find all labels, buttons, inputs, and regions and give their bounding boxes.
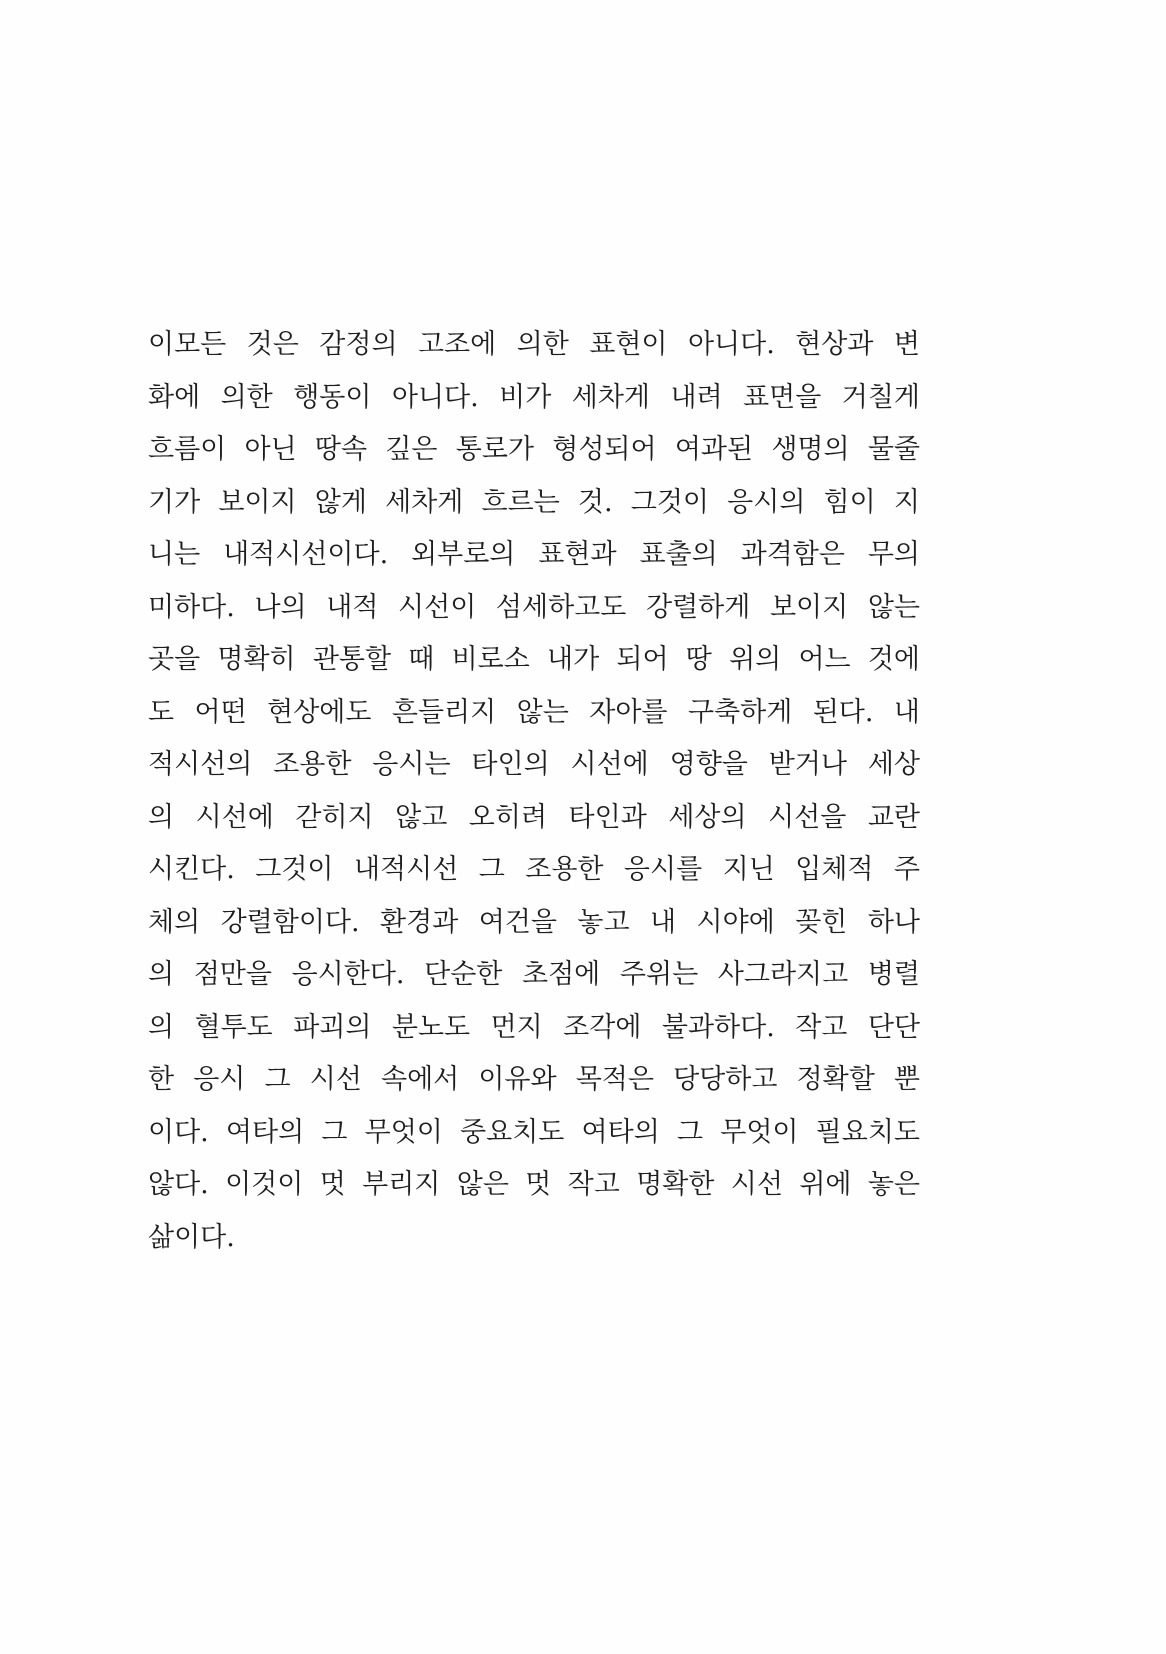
text-line: 의 시선에 갇히지 않고 오히려 타인과 세상의 시선을 교란	[148, 801, 920, 833]
text-line: 체의 강렬함이다. 환경과 여건을 놓고 내 시야에 꽂힌 하나	[148, 906, 920, 938]
text-line: 이다. 여타의 그 무엇이 중요치도 여타의 그 무엇이 필요치도	[148, 1116, 920, 1148]
body-paragraph	[148, 319, 920, 1264]
text-line-last: 삶이다.	[148, 1221, 235, 1253]
text-line: 적시선의 조용한 응시는 타인의 시선에 영향을 받거나 세상	[148, 749, 920, 780]
text-line: 의 점만을 응시한다. 단순한 초점에 주위는 사그라지고 병렬	[148, 959, 920, 990]
text-line: 의 혈투도 파괴의 분노도 먼지 조각에 불과하다. 작고 단단	[148, 1011, 920, 1043]
text-line: 미하다. 나의 내적 시선이 섬세하고도 강렬하게 보이지 않는	[148, 591, 920, 623]
text-line: 기가 보이지 않게 세차게 흐르는 것. 그것이 응시의 힘이 지	[148, 486, 920, 518]
text-line: 한 응시 그 시선 속에서 이유와 목적은 당당하고 정확할 뿐	[148, 1064, 920, 1095]
text-line: 이모든 것은 감정의 고조에 의한 표현이 아니다. 현상과 변	[148, 329, 920, 360]
text-line: 니는 내적시선이다. 외부로의 표현과 표출의 과격함은 무의	[148, 539, 920, 570]
text-line: 도 어떤 현상에도 흔들리지 않는 자아를 구축하게 된다. 내	[148, 696, 920, 728]
text-line: 곳을 명확히 관통할 때 비로소 내가 되어 땅 위의 어느 것에	[148, 644, 920, 675]
text-line: 시킨다. 그것이 내적시선 그 조용한 응시를 지닌 입체적 주	[148, 854, 920, 885]
text-line: 않다. 이것이 멋 부리지 않은 멋 작고 명확한 시선 위에 놓은	[148, 1169, 920, 1200]
text-line: 흐름이 아닌 땅속 깊은 통로가 형성되어 여과된 생명의 물줄	[148, 434, 920, 465]
text-line: 화에 의한 행동이 아니다. 비가 세차게 내려 표면을 거칠게	[148, 381, 920, 413]
